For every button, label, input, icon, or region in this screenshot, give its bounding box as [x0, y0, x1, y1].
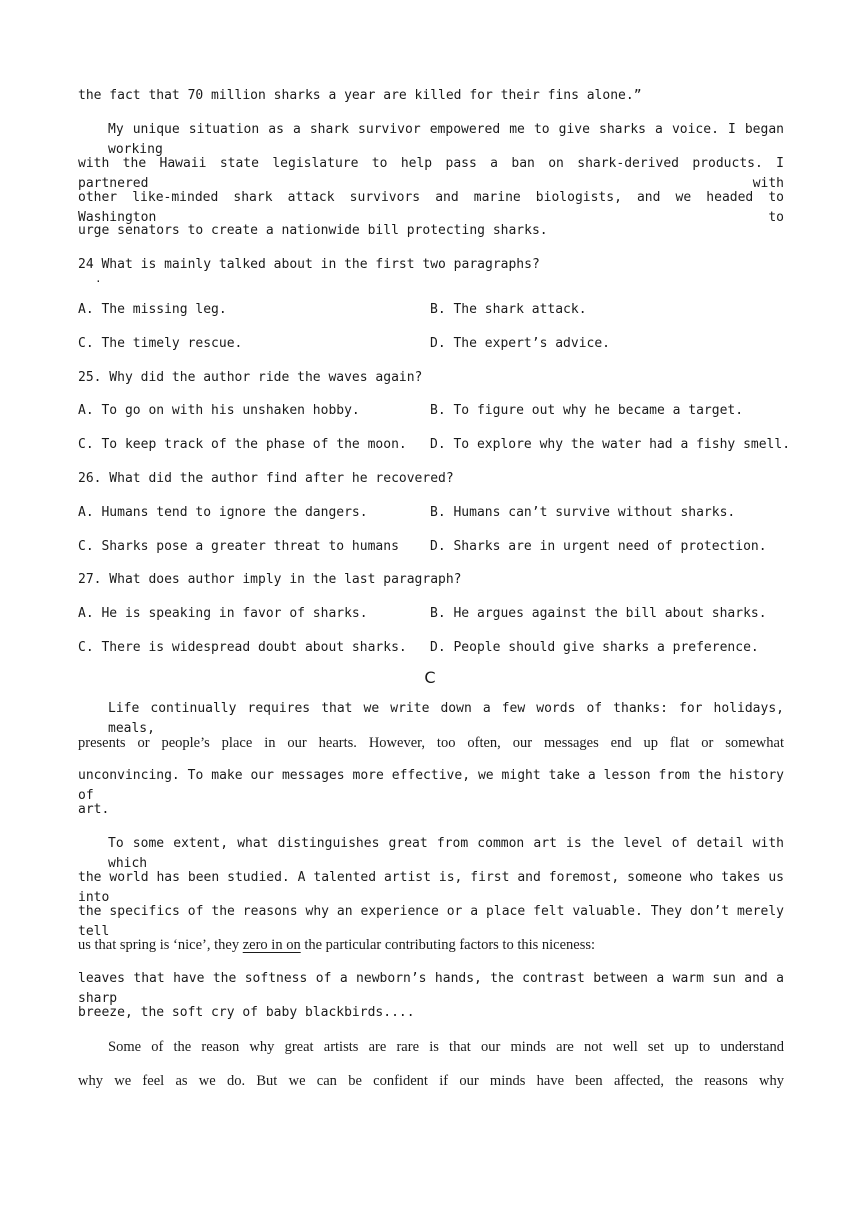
- stray-dot-mark: ·: [95, 275, 102, 288]
- question-26-option-a[interactable]: A. Humans tend to ignore the dangers.: [78, 505, 368, 520]
- section-c-paragraph-2-line: breeze, the soft cry of baby blackbirds....: [78, 1005, 415, 1020]
- question-26-option-d[interactable]: D. Sharks are in urgent need of protection.: [430, 539, 767, 554]
- question-25-option-c[interactable]: C. To keep track of the phase of the moon.: [78, 437, 407, 452]
- passage-b-paragraph-line: other like-minded shark attack survivors and marine biologists, and we headed to Washington to: [78, 190, 784, 225]
- section-c-paragraph-3-line: Some of the reason why great artists are rare is that our minds are not well set up to understand: [108, 1039, 784, 1055]
- question-27-option-a[interactable]: A. He is speaking in favor of sharks.: [78, 606, 368, 621]
- text-segment: us that spring is ‘nice’, they: [78, 937, 243, 953]
- section-c-paragraph-3-line: why we feel as we do. But we can be confident if our minds have been affected, the reasons why: [78, 1073, 784, 1089]
- section-c-paragraph-2-line: To some extent, what distinguishes great from common art is the level of detail with which: [108, 836, 784, 871]
- question-27-stem: 27. What does author imply in the last paragraph?: [78, 572, 462, 587]
- question-27-option-d[interactable]: D. People should give sharks a preference.: [430, 640, 759, 655]
- question-24-option-d[interactable]: D. The expert’s advice.: [430, 336, 611, 351]
- passage-b-paragraph-line: My unique situation as a shark survivor empowered me to give sharks a voice. I began working: [108, 122, 784, 157]
- passage-b-paragraph-line: urge senators to create a nationwide bill protecting sharks.: [78, 223, 548, 238]
- section-c-paragraph-2-line: the world has been studied. A talented artist is, first and foremost, someone who takes us into: [78, 870, 784, 905]
- question-24-option-b[interactable]: B. The shark attack.: [430, 302, 587, 317]
- section-c-paragraph-2-line-with-underline: [78, 935, 784, 955]
- section-c-heading: C: [424, 668, 436, 687]
- passage-b-last-line: the fact that 70 million sharks a year are killed for their fins alone.”: [78, 88, 642, 103]
- question-26-option-b[interactable]: B. Humans can’t survive without sharks.: [430, 505, 736, 520]
- question-25-option-b[interactable]: B. To figure out why he became a target.: [430, 403, 744, 418]
- underlined-phrase: zero in on: [242, 937, 301, 953]
- question-25-stem: 25. Why did the author ride the waves again?: [78, 370, 423, 385]
- section-c-paragraph-1-line: Life continually requires that we write down a few words of thanks: for holidays, meals,: [108, 701, 784, 736]
- section-c-paragraph-2-line: the specifics of the reasons why an experience or a place felt valuable. They don’t merely tell: [78, 904, 784, 939]
- section-c-paragraph-1-line: presents or people’s place in our hearts. However, too often, our messages end up flat or somewhat: [78, 735, 784, 751]
- question-25-option-d[interactable]: D. To explore why the water had a fishy smell.: [430, 437, 791, 452]
- question-26-option-c[interactable]: C. Sharks pose a greater threat to humans: [78, 539, 399, 554]
- question-24-option-a[interactable]: A. The missing leg.: [78, 302, 227, 317]
- section-c-paragraph-1-line: art.: [78, 802, 110, 817]
- question-24-option-c[interactable]: C. The timely rescue.: [78, 336, 243, 351]
- section-c-paragraph-2-line: leaves that have the softness of a newborn’s hands, the contrast between a warm sun and a sharp: [78, 971, 784, 1006]
- question-26-stem: 26. What did the author find after he recovered?: [78, 471, 454, 486]
- question-27-option-b[interactable]: B. He argues against the bill about sharks.: [430, 606, 767, 621]
- question-27-option-c[interactable]: C. There is widespread doubt about sharks.: [78, 640, 407, 655]
- passage-b-paragraph-line: with the Hawaii state legislature to help pass a ban on shark-derived products. I partnered with: [78, 156, 784, 191]
- question-24-stem: 24 What is mainly talked about in the first two paragraphs?: [78, 257, 540, 272]
- text-segment: the particular contributing factors to this niceness:: [300, 937, 596, 953]
- question-25-option-a[interactable]: A. To go on with his unshaken hobby.: [78, 403, 360, 418]
- section-c-paragraph-1-line: unconvincing. To make our messages more effective, we might take a lesson from the history of: [78, 768, 784, 803]
